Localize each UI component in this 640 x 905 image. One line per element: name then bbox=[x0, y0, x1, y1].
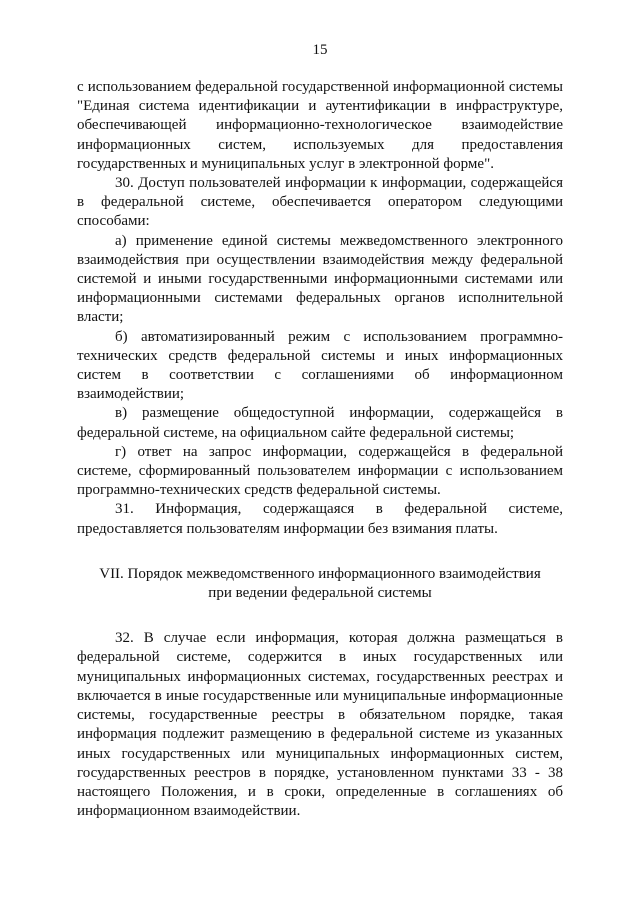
paragraph-continuation: с использованием федеральной государственной информационной системы "Единая система идентификации и аутентификации в инфраструктуре, обеспечивающей информационно-технологическое взаимодействие информационных систем, используемых для предоставления государственных и муниципальных услуг в электронной форме". bbox=[77, 79, 563, 172]
paragraph-30-b: б) автоматизированный режим с использованием программно-технических средств федеральной системы и иных информационных систем в соответствии с соглашениями об информационном взаимодействии; bbox=[77, 328, 563, 403]
document-body bbox=[77, 78, 563, 821]
page-number: 15 bbox=[312, 42, 328, 58]
paragraph-30-v: в) размещение общедоступной информации, содержащейся в федеральной системе, на официальном сайте федеральной системы; bbox=[77, 405, 563, 441]
paragraph-30-g: г) ответ на запрос информации, содержащейся в федеральной системе, сформированный пользователем информации с использованием программно-технических средств федеральной системы. bbox=[77, 443, 563, 499]
paragraph-30: 30. Доступ пользователей информации к информации, содержащейся в федеральной системе, обеспечивается оператором следующими способами: bbox=[77, 175, 563, 230]
section-heading-line-1: VII. Порядок межведомственного информационного взаимодействия bbox=[99, 565, 541, 582]
paragraph-32: 32. В случае если информация, которая должна размещаться в федеральной системе, содержится в иных государственных или муниципальных информационных системах, государственных реестрах и включается в иные государственные или муниципальные информационные системы, государственные реестры в обязательном порядке, такая информация подлежит размещению в федеральной системе из указанных иных государственных или муниципальных информационных систем, государственных реестров в порядке, установленном пунктами 33 - 38 настоящего Положения, и в сроки, определенные в соглашениях об информационном взаимодействии. bbox=[77, 630, 563, 820]
section-heading bbox=[77, 565, 563, 603]
paragraph-30-a: а) применение единой системы межведомственного электронного взаимодействия при осуществлении взаимодействия между федеральной системой и иными государственными информационными системами или информационными системами федеральных органов исполнительной власти; bbox=[77, 232, 563, 326]
section-heading-line-2: при ведении федеральной системы bbox=[208, 585, 432, 602]
paragraph-31: 31. Информация, содержащаяся в федеральной системе, предоставляется пользователям информации без взимания платы. bbox=[77, 501, 563, 537]
